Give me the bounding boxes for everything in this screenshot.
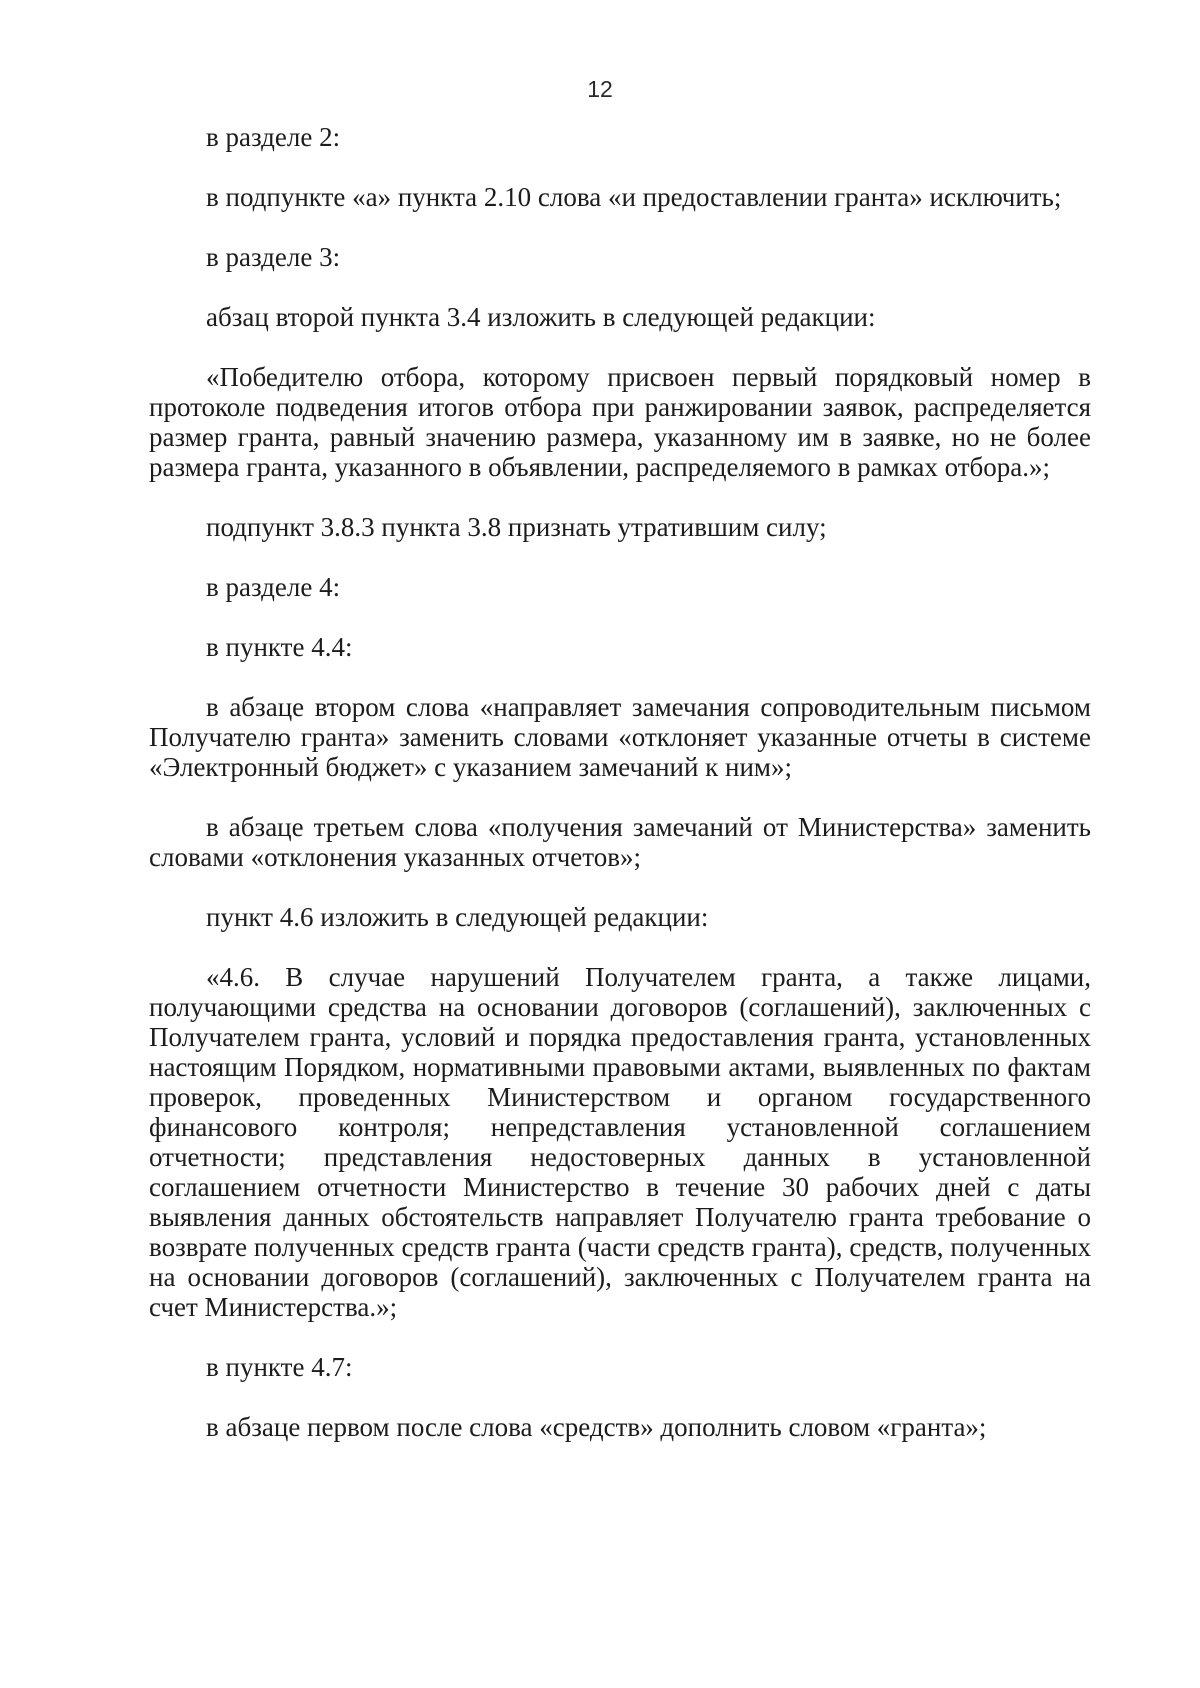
paragraph-item-4-7: в пункте 4.7: xyxy=(206,1352,353,1382)
paragraph-item-4-6-text: «4.6. В случае нарушений Получателем гранта, а также лицами, получающими средства на основании договоров (соглашений), заключенных с Получателем гранта, условий и порядка предоставления гранта, установленных настоящим Порядком, нормативными правовыми актами, выявленных по фактам проверок, проведенных Министерством и органом государственного финансового контроля; непредставления установленной соглашением отчетности; представления недостоверных данных в установленной соглашением отчетности Министерство в течение 30 рабочих дней с даты выявления данных обстоятельств направляет Получателю гранта требование о возврате полученных средств гранта (части средств гранта), средств, полученных на основании договоров (соглашений), заключенных с Получателем гранта на счет Министерства.»; xyxy=(149,962,1091,1322)
paragraph-item-4-4-third: в абзаце третьем слова «получения замечаний от Министерства» заменить словами «отклонения указанных отчетов»; xyxy=(149,812,1091,872)
paragraph-subitem-a-2-10: в подпункте «а» пункта 2.10 слова «и предоставлении гранта» исключить; xyxy=(206,182,1062,212)
page-number: 12 xyxy=(587,76,613,102)
paragraph-item-3-4-text: «Победителю отбора, которому присвоен первый порядковый номер в протоколе подведения итогов отбора при ранжировании заявок, распределяется размер гранта, равный значению размера, указанному им в заявке, но не более размера гранта, указанного в объявлении, распределяемого в рамках отбора.»; xyxy=(149,362,1091,482)
paragraph-item-4-4: в пункте 4.4: xyxy=(206,632,353,662)
paragraph-item-4-4-second: в абзаце втором слова «направляет замечания сопроводительным письмом Получателю гранта» заменить словами «отклоняет указанные отчеты в системе «Электронный бюджет» с указанием замечаний к ним»; xyxy=(149,692,1091,782)
paragraph-item-3-4-intro: абзац второй пункта 3.4 изложить в следующей редакции: xyxy=(206,302,876,332)
paragraph-section-4: в разделе 4: xyxy=(206,572,341,602)
paragraph-section-3: в разделе 3: xyxy=(206,242,341,272)
document-body xyxy=(149,122,1091,1472)
paragraph-item-4-7-first: в абзаце первом после слова «средств» дополнить словом «гранта»; xyxy=(206,1412,987,1442)
paragraph-item-4-6-intro: пункт 4.6 изложить в следующей редакции: xyxy=(206,902,709,932)
paragraph-subitem-3-8-3: подпункт 3.8.3 пункта 3.8 признать утратившим силу; xyxy=(206,512,827,542)
paragraph-section-2: в разделе 2: xyxy=(206,122,341,152)
